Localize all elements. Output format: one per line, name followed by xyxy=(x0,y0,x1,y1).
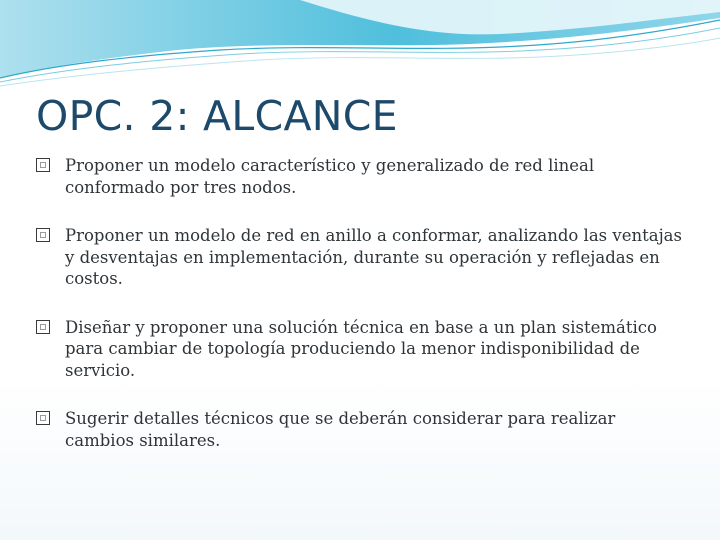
bullet-text: Sugerir detalles técnicos que se deberán considerar para realizar cambios similares. xyxy=(65,409,616,450)
bullet-item xyxy=(36,408,686,451)
bullet-item xyxy=(36,155,686,198)
bullet-text: Diseñar y proponer una solución técnica en base a un plan sistemático para cambiar de topología produciendo la menor indisponibilidad de servicio. xyxy=(65,317,657,380)
header-wave-decoration xyxy=(0,0,720,90)
square-bullet-icon xyxy=(36,411,50,425)
bullet-item xyxy=(36,317,686,382)
bullet-text: Proponer un modelo característico y generalizado de red lineal conformado por tres nodos. xyxy=(65,156,595,197)
slide-title: OPC. 2: ALCANCE xyxy=(36,92,398,140)
bullet-list xyxy=(36,155,686,478)
square-bullet-icon xyxy=(36,158,50,172)
square-bullet-icon xyxy=(36,228,50,242)
bullet-text: Proponer un modelo de red en anillo a conformar, analizando las ventajas y desventajas en implementación, durante su operación y reflejadas en costos. xyxy=(65,226,682,288)
bullet-item xyxy=(36,225,686,290)
square-bullet-icon xyxy=(36,320,50,334)
